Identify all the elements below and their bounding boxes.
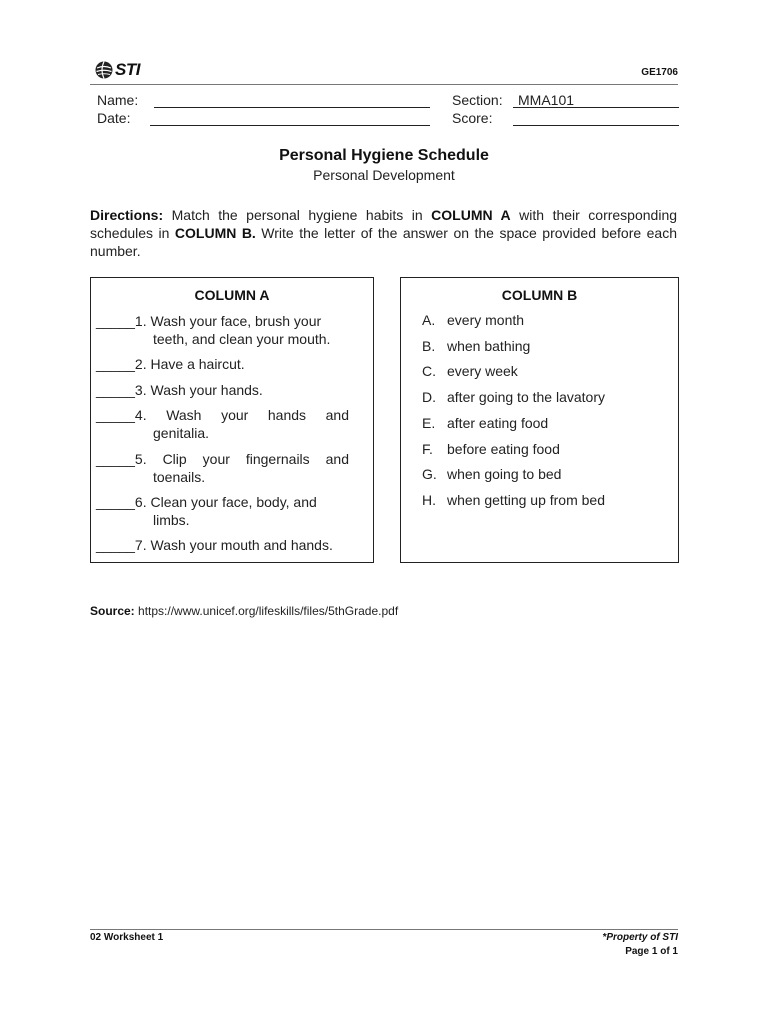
directions-text-1: Match the personal hygiene habits in	[163, 207, 432, 223]
item-text: _____3. Wash your hands.	[96, 382, 263, 398]
header-divider	[90, 84, 678, 85]
footer-property: *Property of STI	[602, 932, 678, 943]
name-field[interactable]	[154, 107, 430, 108]
column-b-item	[422, 338, 530, 354]
column-a-box	[90, 277, 374, 563]
directions-text-3: Write the letter of the answer on the space provided before each number.	[90, 225, 678, 259]
sti-globe-icon	[94, 60, 114, 80]
item-letter: C.	[422, 363, 436, 379]
item-text: before eating food	[447, 441, 560, 457]
source-line	[90, 604, 398, 618]
item-text-cont: limbs.	[153, 512, 190, 528]
column-b-item	[422, 389, 605, 405]
footer-divider	[90, 929, 678, 930]
score-field[interactable]	[513, 125, 679, 126]
column-b-item	[422, 441, 560, 457]
item-text-cont: genitalia.	[153, 425, 210, 441]
column-a-heading: COLUMN A	[194, 287, 270, 303]
item-text: when going to bed	[447, 466, 562, 482]
item-text-cont: teeth, and clean your mouth.	[153, 331, 331, 347]
date-label: Date:	[97, 110, 131, 126]
column-a-item	[96, 406, 349, 442]
item-text: _____5. Clip your fingernails and	[96, 451, 349, 467]
column-a-item	[96, 355, 349, 373]
item-text: after going to the lavatory	[447, 389, 605, 405]
item-letter: D.	[422, 389, 436, 405]
section-label: Section:	[452, 92, 503, 108]
name-label: Name:	[97, 92, 139, 108]
item-text: _____6. Clean your face, body, and	[96, 494, 317, 510]
column-b-item	[422, 466, 561, 482]
item-letter: G.	[422, 466, 437, 482]
column-a-item	[96, 450, 349, 486]
page-subtitle: Personal Development	[313, 167, 455, 183]
column-b-box	[400, 277, 679, 563]
item-letter: F.	[422, 441, 433, 457]
item-text-cont: toenails.	[153, 469, 206, 485]
sti-logo	[94, 59, 140, 81]
column-a-item	[96, 493, 349, 529]
column-a-item	[96, 536, 349, 554]
directions	[90, 206, 677, 260]
item-text: when getting up from bed	[447, 492, 605, 508]
column-b-heading: COLUMN B	[501, 287, 578, 303]
column-b-item	[422, 312, 524, 328]
directions-label: Directions:	[90, 207, 164, 223]
item-text: when bathing	[447, 338, 531, 354]
item-text: every week	[447, 363, 518, 379]
source-url[interactable]: https://www.unicef.org/lifeskills/files/5thGrade.pdf	[138, 604, 399, 618]
footer-worksheet: 02 Worksheet 1	[90, 932, 164, 943]
score-label: Score:	[452, 110, 493, 126]
item-text: after eating food	[447, 415, 549, 431]
item-text: every month	[447, 312, 525, 328]
source-label: Source:	[90, 604, 135, 618]
section-field[interactable]	[513, 107, 679, 108]
logo-text: STI	[115, 60, 140, 79]
item-letter: H.	[422, 492, 436, 508]
column-b-item	[422, 492, 605, 508]
column-a-item	[96, 312, 349, 348]
column-b-item	[422, 363, 518, 379]
column-b-item	[422, 415, 548, 431]
date-field[interactable]	[150, 125, 430, 126]
directions-bold-1: COLUMN A	[431, 207, 511, 223]
footer-page-number: Page 1 of 1	[625, 946, 678, 957]
item-text: _____2. Have a haircut.	[96, 356, 245, 372]
item-letter: B.	[422, 338, 436, 354]
directions-text-2: with their corresponding schedules in	[90, 207, 678, 241]
section-value: MMA101	[518, 92, 575, 108]
course-code: GE1706	[641, 67, 678, 78]
column-a-item	[96, 381, 349, 399]
item-letter: A.	[422, 312, 436, 328]
item-letter: E.	[422, 415, 436, 431]
page-title: Personal Hygiene Schedule	[279, 147, 489, 164]
directions-bold-2: COLUMN B.	[174, 225, 256, 241]
item-text: _____4. Wash your hands and	[96, 407, 349, 423]
item-text: _____7. Wash your mouth and hands.	[96, 537, 333, 553]
item-text: _____1. Wash your face, brush your	[96, 313, 322, 329]
